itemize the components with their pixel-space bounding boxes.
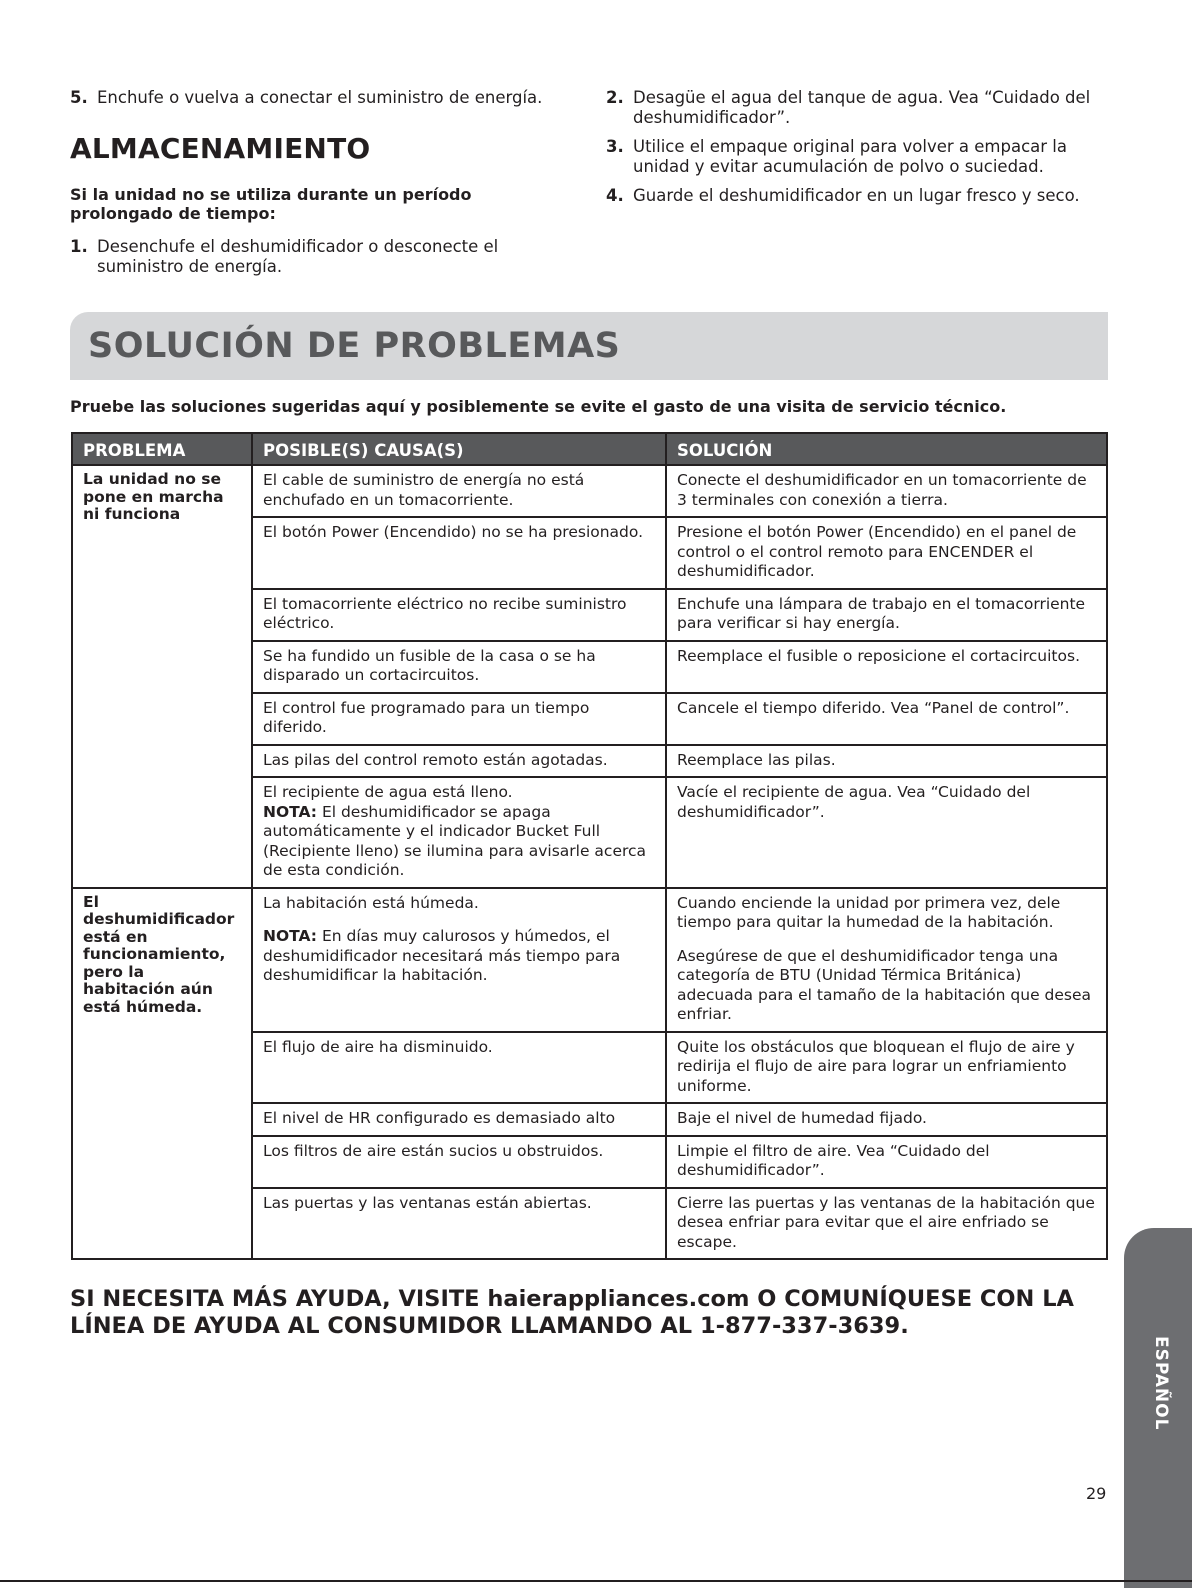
solution-text: Asegúrese de que el deshumidificador tenga una categoría de BTU (Unidad Térmica Británica) adecuada para el tamaño de la habitación que desea enfriar.	[677, 946, 1092, 1023]
solution-cell: Enchufe una lámpara de trabajo en el tomacorriente para verificar si hay energía.	[666, 589, 1107, 641]
help-contact: SI NECESITA MÁS AYUDA, VISITE haierappliances.com O COMUNÍQUESE CON LA LÍNEA DE AYUDA AL CONSUMIDOR LLAMANDO AL 1-877-337-3639.	[70, 1286, 1074, 1339]
note-label: NOTA:	[263, 802, 318, 821]
step-number: 4.	[606, 186, 624, 205]
cause-cell: Las pilas del control remoto están agotadas.	[252, 745, 666, 778]
storage-step-2	[606, 88, 1096, 128]
solution-cell: Cierre las puertas y las ventanas de la habitación que desea enfriar para evitar que el aire enfriado se escape.	[666, 1188, 1107, 1260]
step-number: 3.	[606, 137, 624, 156]
note	[263, 927, 655, 986]
step-number: 5.	[70, 88, 88, 107]
cause-cell	[252, 777, 666, 888]
storage-left-column	[70, 88, 570, 286]
storage-intro: Si la unidad no se utiliza durante un período prolongado de tiempo:	[70, 185, 472, 223]
cause-cell: El cable de suministro de energía no está enchufado en un tomacorriente.	[252, 465, 666, 517]
cause-cell: Los filtros de aire están sucios u obstruidos.	[252, 1136, 666, 1188]
note-text: El deshumidificador se apaga automáticamente y el indicador Bucket Full (Recipiente lleno) se ilumina para avisarle acerca de esta condición.	[263, 802, 647, 879]
solution-cell: Reemplace el fusible o reposicione el cortacircuitos.	[666, 641, 1107, 693]
cause-cell	[252, 888, 666, 1032]
cause-cell: Se ha fundido un fusible de la casa o se ha disparado un cortacircuitos.	[252, 641, 666, 693]
cause-cell: El nivel de HR configurado es demasiado alto	[252, 1103, 666, 1136]
header-solution: SOLUCIÓN	[666, 433, 1107, 465]
solution-cell: Cancele el tiempo diferido. Vea “Panel de control”.	[666, 693, 1107, 745]
header-problem: PROBLEMA	[72, 433, 252, 465]
step-number: 2.	[606, 88, 624, 107]
step-text: Guarde el deshumidificador en un lugar fresco y seco.	[633, 186, 1080, 205]
cause-text: La habitación está húmeda.	[263, 893, 479, 912]
language-tab-label: ESPAÑOL	[1151, 1336, 1171, 1431]
cause-cell: Las puertas y las ventanas están abiertas.	[252, 1188, 666, 1260]
troubleshooting-banner	[70, 312, 1108, 380]
note-label: NOTA:	[263, 927, 318, 945]
spacer	[263, 913, 655, 927]
solution-cell: Vacíe el recipiente de agua. Vea “Cuidado del deshumidificador”.	[666, 777, 1107, 888]
bottom-rule	[0, 1580, 1192, 1582]
table-row	[72, 888, 1107, 1032]
step-text: Desenchufe el deshumidificador o desconecte el suministro de energía.	[97, 237, 499, 276]
step-5	[70, 88, 570, 108]
troubleshooting-intro: Pruebe las soluciones sugeridas aquí y posiblemente se evite el gasto de una visita de servicio técnico.	[70, 397, 1007, 416]
problem-cell: El deshumidificador está en funcionamiento, pero la habitación aún está húmeda.	[72, 888, 252, 1260]
solution-cell	[666, 888, 1107, 1032]
solution-cell: Presione el botón Power (Encendido) en el panel de control o el control remoto para ENCENDER el deshumidificador.	[666, 517, 1107, 589]
storage-heading: ALMACENAMIENTO	[70, 132, 371, 165]
step-number: 1.	[70, 237, 88, 256]
troubleshooting-title: SOLUCIÓN DE PROBLEMAS	[88, 326, 621, 366]
problem-cell: La unidad no se pone en marcha ni funciona	[72, 465, 252, 888]
cause-text: El recipiente de agua está lleno.	[263, 783, 513, 801]
cause-cell: El tomacorriente eléctrico no recibe suministro eléctrico.	[252, 589, 666, 641]
header-cause: POSIBLE(S) CAUSA(S)	[252, 433, 666, 465]
storage-right-column	[606, 88, 1096, 215]
table-row	[72, 465, 1107, 517]
solution-cell: Quite los obstáculos que bloquean el flujo de aire y redirija el flujo de aire para lograr un enfriamiento uniforme.	[666, 1032, 1107, 1104]
solution-text: Cuando enciende la unidad por primera vez, dele tiempo para quitar la humedad de la habitación.	[677, 893, 1061, 931]
storage-step-3	[606, 137, 1096, 177]
step-text: Enchufe o vuelva a conectar el suministro de energía.	[97, 88, 543, 107]
note	[263, 803, 655, 881]
solution-cell: Baje el nivel de humedad fijado.	[666, 1103, 1107, 1136]
step-text: Desagüe el agua del tanque de agua. Vea “Cuidado del deshumidificador”.	[633, 88, 1091, 127]
storage-step-4	[606, 186, 1096, 206]
solution-cell: Conecte el deshumidificador en un tomacorriente de 3 terminales con conexión a tierra.	[666, 465, 1107, 517]
cause-cell: El flujo de aire ha disminuido.	[252, 1032, 666, 1104]
table-header-row	[72, 433, 1107, 465]
cause-cell: El control fue programado para un tiempo diferido.	[252, 693, 666, 745]
cause-cell: El botón Power (Encendido) no se ha presionado.	[252, 517, 666, 589]
storage-step-1	[70, 237, 570, 277]
step-text: Utilice el empaque original para volver a empacar la unidad y evitar acumulación de polvo o suciedad.	[633, 137, 1067, 176]
troubleshooting-table	[71, 432, 1108, 1260]
spacer	[677, 933, 1096, 947]
page-number: 29	[1086, 1484, 1107, 1503]
solution-cell: Reemplace las pilas.	[666, 745, 1107, 778]
note-text: En días muy calurosos y húmedos, el deshumidificador necesitará más tiempo para deshumidificar la habitación.	[263, 927, 621, 984]
solution-cell: Limpie el filtro de aire. Vea “Cuidado del deshumidificador”.	[666, 1136, 1107, 1188]
